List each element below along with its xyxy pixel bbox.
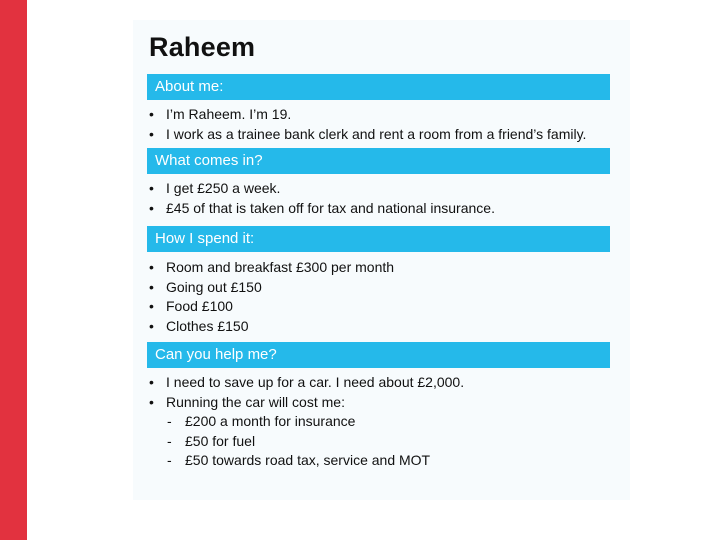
bullet-icon: • [149, 199, 154, 216]
list-item-text: Clothes £150 [166, 317, 249, 334]
section-what-comes-in-header: What comes in? [147, 148, 610, 174]
list-item [147, 297, 617, 317]
sub-list-item [147, 451, 617, 471]
bullet-icon: • [149, 125, 154, 142]
list-item [147, 373, 617, 393]
list-item-text: Food £100 [166, 298, 233, 314]
bullet-icon: • [149, 106, 154, 122]
list-item [147, 199, 617, 219]
list-item [147, 317, 617, 337]
bullet-icon: • [149, 180, 154, 196]
left-accent-bar [0, 0, 27, 540]
dash-icon: - [167, 452, 172, 468]
list-item-text: Running the car will cost me: [166, 393, 345, 410]
bullet-icon: • [149, 259, 154, 275]
bullet-icon: • [149, 278, 154, 295]
list-item [147, 278, 617, 298]
section-how-i-spend-it-list [147, 258, 617, 336]
sub-list-item-text: £50 towards road tax, service and MOT [185, 452, 431, 468]
bullet-icon: • [149, 393, 154, 410]
section-can-you-help-me-list [147, 373, 617, 471]
section-about-me-header: About me: [147, 74, 610, 100]
list-item [147, 258, 617, 278]
dash-icon: - [167, 413, 172, 429]
sub-list-item [147, 432, 617, 452]
bullet-icon: • [149, 317, 154, 334]
sub-list-item-text: £200 a month for insurance [185, 413, 356, 429]
list-item [147, 105, 617, 125]
list-item-text: Room and breakfast £300 per month [166, 259, 395, 275]
list-item-text: Going out £150 [166, 278, 262, 295]
bullet-icon: • [149, 374, 154, 390]
list-item-text: I need to save up for a car. I need about £2,000. [166, 374, 465, 390]
profile-title: Raheem [149, 32, 256, 62]
list-item [147, 179, 617, 199]
section-can-you-help-me-header: Can you help me? [147, 342, 610, 368]
list-item-text: I’m Raheem. I’m 19. [166, 106, 292, 122]
sub-list-item [147, 412, 617, 432]
bullet-icon: • [149, 298, 154, 314]
list-item-text: I work as a trainee bank clerk and rent a room from a friend’s family. [166, 125, 587, 142]
section-about-me-list [147, 105, 617, 144]
section-how-i-spend-it-header: How I spend it: [147, 226, 610, 252]
list-item-text: £45 of that is taken off for tax and national insurance. [166, 199, 495, 216]
list-item [147, 125, 617, 145]
sub-list-item-text: £50 for fuel [185, 432, 256, 449]
profile-card [133, 20, 630, 500]
section-what-comes-in-list [147, 179, 617, 218]
list-item [147, 393, 617, 413]
dash-icon: - [167, 432, 172, 449]
list-item-text: I get £250 a week. [166, 180, 281, 196]
